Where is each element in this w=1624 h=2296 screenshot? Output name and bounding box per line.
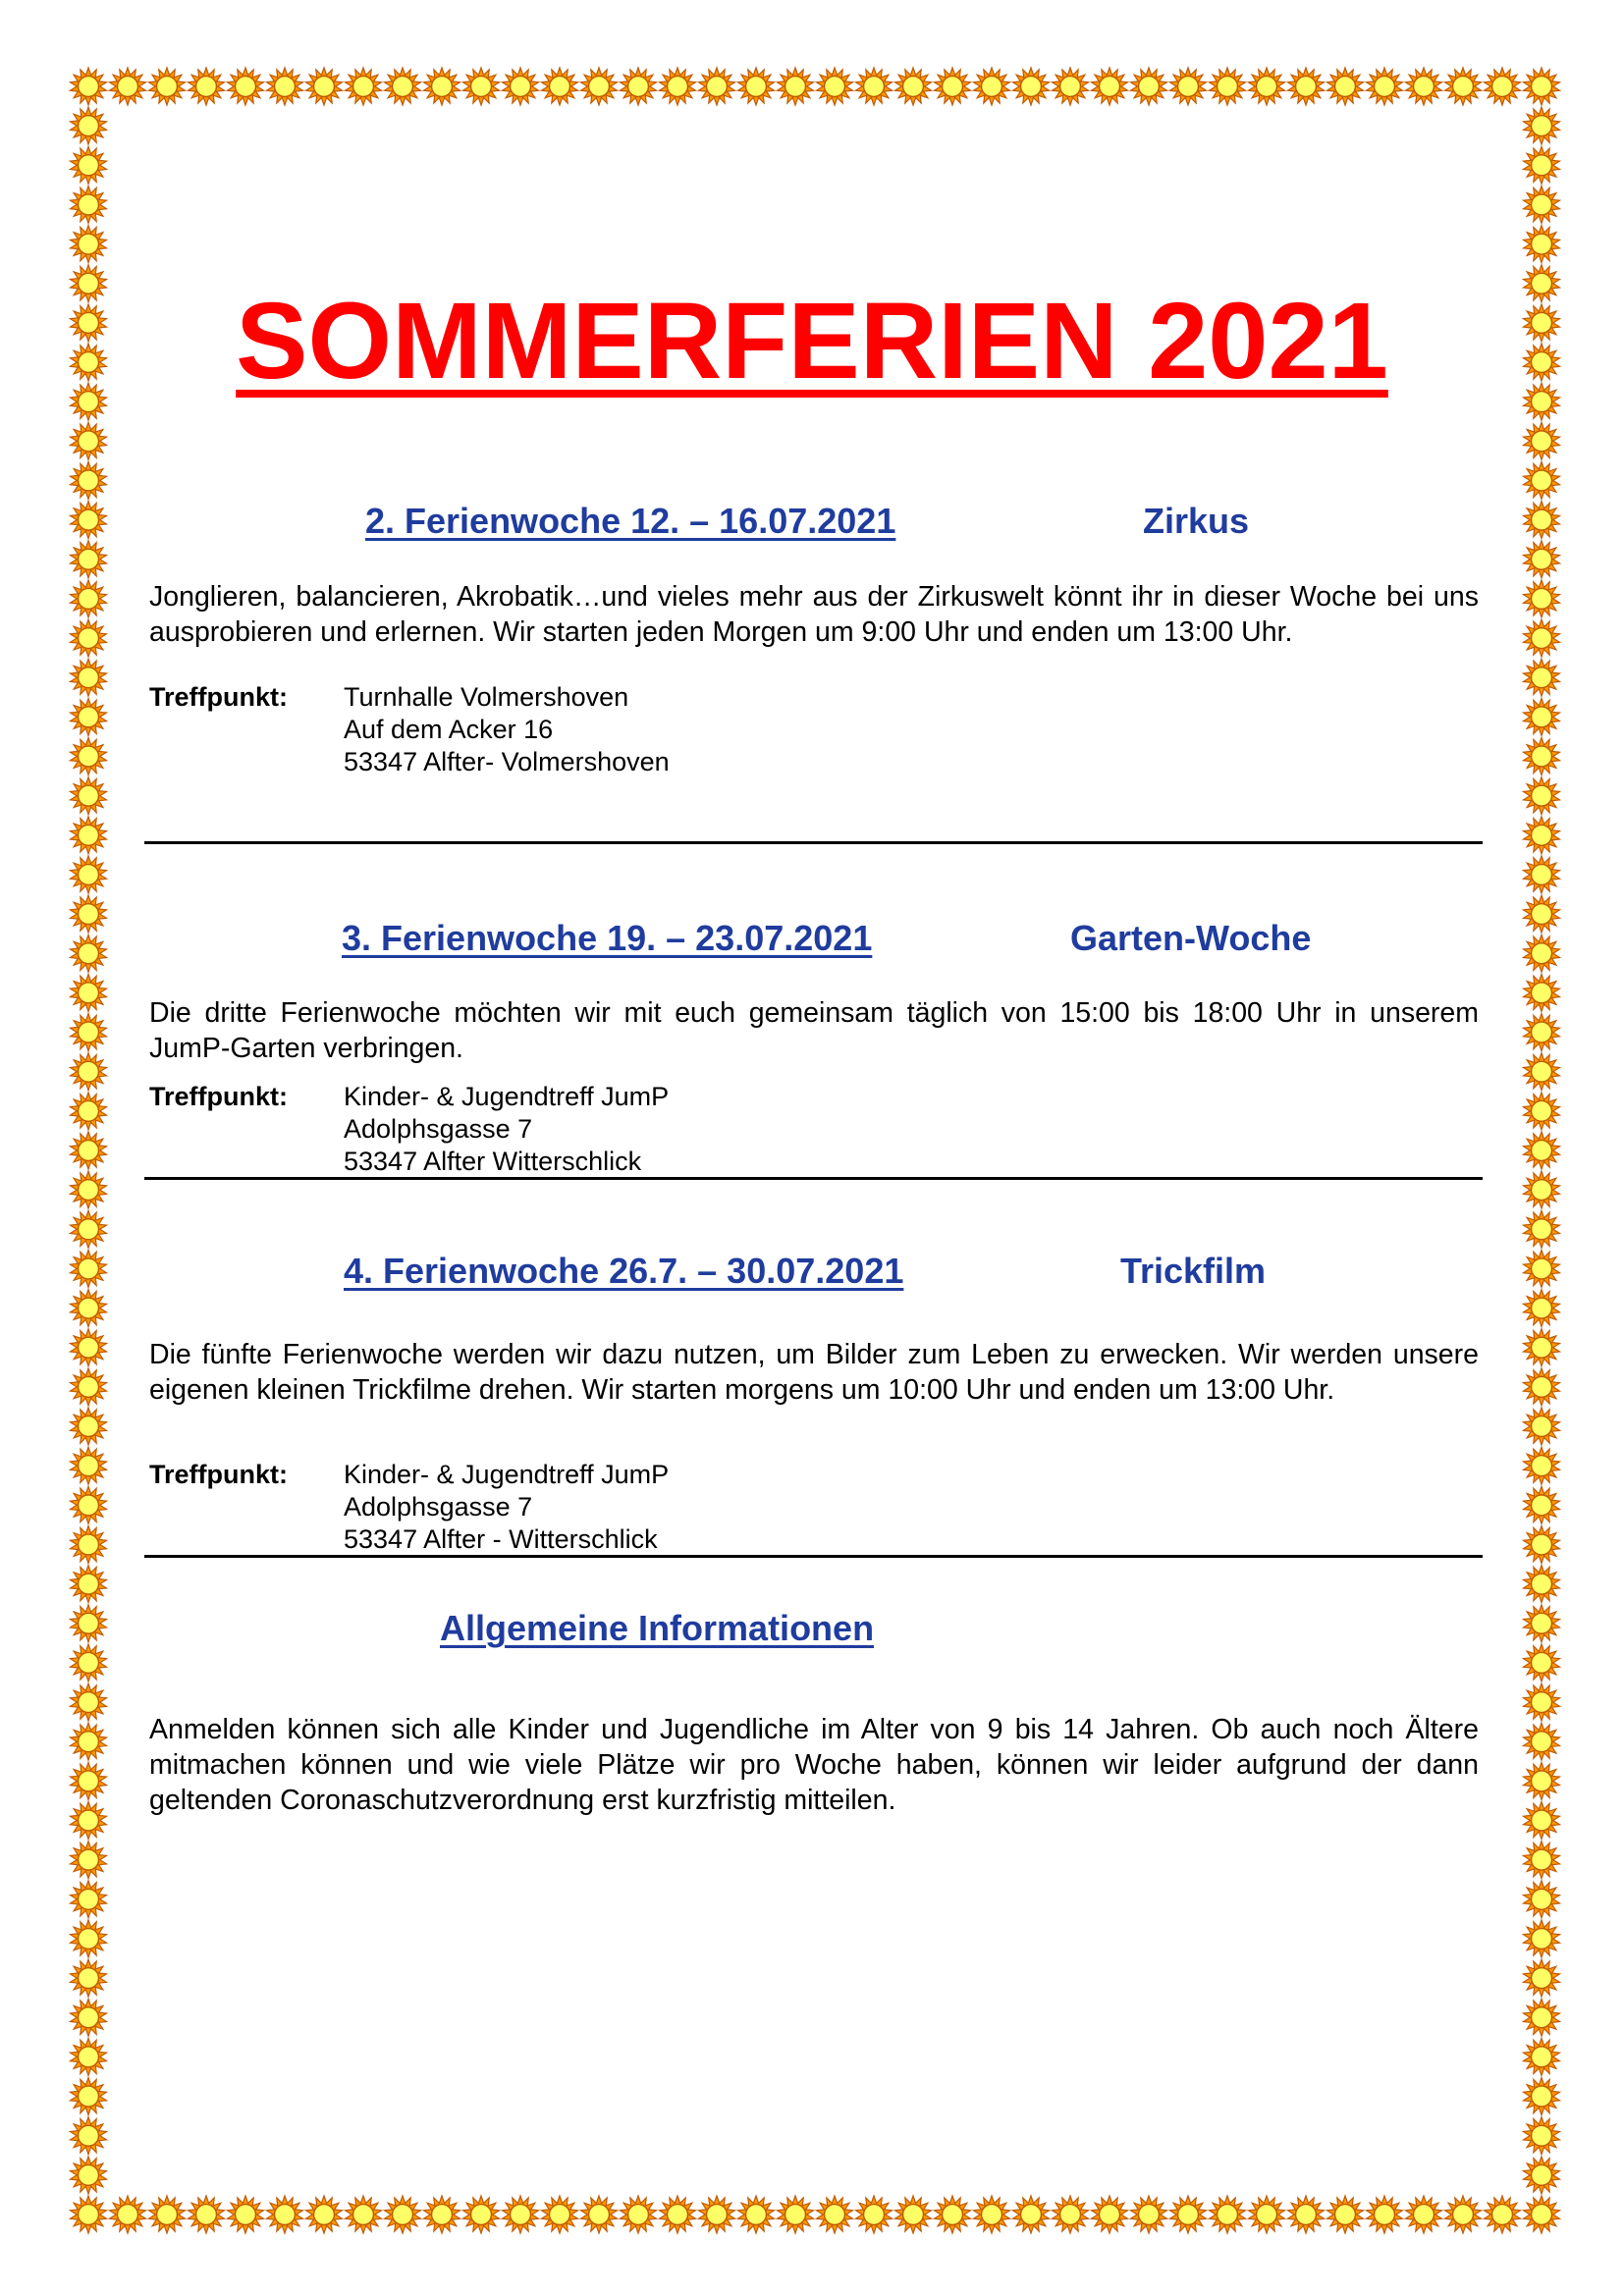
sun-icon: [1524, 1014, 1560, 1051]
sun-icon: [856, 68, 893, 105]
week-theme: Trickfilm: [1120, 1251, 1267, 1291]
page-title: SOMMERFERIEN 2021: [236, 281, 1388, 401]
sun-icon: [71, 462, 107, 500]
sun-icon: [424, 2196, 460, 2233]
sun-icon: [71, 226, 107, 263]
sun-icon: [71, 422, 107, 459]
sun-icon: [778, 68, 814, 105]
sun-icon: [660, 68, 696, 105]
sun-icon: [71, 1329, 107, 1366]
sun-icon: [306, 68, 343, 105]
sun-icon: [71, 1486, 107, 1523]
sun-icon: [1053, 2196, 1089, 2233]
sun-icon: [1131, 2196, 1167, 2233]
sun-icon: [71, 698, 107, 735]
sun-icon: [71, 1999, 107, 2036]
sun-icon: [71, 659, 107, 696]
sun-icon: [1524, 1802, 1560, 1840]
sun-icon: [71, 1566, 107, 1603]
sun-icon: [71, 1959, 107, 1997]
sun-icon: [1524, 580, 1560, 617]
sun-icon: [149, 68, 186, 105]
sun-icon: [1524, 817, 1560, 854]
sun-icon: [1524, 1093, 1560, 1130]
sun-icon: [1524, 422, 1560, 459]
sun-icon: [71, 1408, 107, 1445]
sun-icon: [1288, 68, 1325, 105]
week-description: Jonglieren, balancieren, Akrobatik…und vieles mehr aus der Zirkuswelt könnt ihr in dieser Woche bei uns ausprobieren und erlernen. Wir starten jeden Morgen um 9:00 Uhr und enden um 13:00 Uhr.: [149, 581, 1479, 648]
sun-icon: [267, 2196, 303, 2233]
meeting-point-label: Treffpunkt:: [149, 1460, 288, 1489]
sun-icon: [1524, 856, 1560, 893]
sun-icon: [1406, 68, 1442, 105]
sun-icon: [1524, 1486, 1560, 1523]
sun-icon: [71, 974, 107, 1011]
sun-icon: [895, 2196, 932, 2233]
sun-icon: [817, 2196, 853, 2233]
sun-icon: [1367, 2196, 1403, 2233]
sun-icon: [542, 68, 578, 105]
week-heading: [344, 1250, 903, 1293]
sun-icon: [1524, 2157, 1560, 2194]
sun-icon: [738, 2196, 775, 2233]
sun-icon: [1524, 1959, 1560, 1997]
sun-icon: [71, 1290, 107, 1327]
sun-icon: [1013, 2196, 1050, 2233]
sun-icon: [1524, 1683, 1560, 1721]
sun-icon: [738, 68, 775, 105]
sun-icon: [71, 1014, 107, 1051]
meeting-point-address: [344, 1459, 669, 1556]
sun-icon: [71, 1368, 107, 1406]
sun-icon: [71, 895, 107, 933]
address-line: 53347 Alfter Witterschlick: [344, 1147, 642, 1176]
address-line: Auf dem Acker 16: [344, 715, 554, 744]
sun-icon: [1092, 2196, 1128, 2233]
sun-icon: [346, 2196, 382, 2233]
sun-icon: [71, 934, 107, 972]
sun-icon: [1524, 502, 1560, 539]
sun-icon: [424, 68, 460, 105]
sun-icon: [71, 1250, 107, 1287]
sun-icon: [71, 580, 107, 617]
sun-icon: [621, 2196, 657, 2233]
sun-icon: [1445, 68, 1482, 105]
sun-icon: [71, 2157, 107, 2194]
sun-icon: [1524, 2038, 1560, 2075]
sun-icon: [1524, 462, 1560, 500]
divider: [144, 1177, 1483, 1180]
sun-icon: [71, 1605, 107, 1642]
general-info-heading-text: Allgemeine Informationen: [440, 1608, 875, 1648]
sun-icon: [1524, 934, 1560, 972]
week-theme: Zirkus: [1143, 501, 1250, 541]
meeting-point-label: Treffpunkt:: [149, 1082, 288, 1111]
sun-icon: [346, 68, 382, 105]
sun-icon: [71, 1210, 107, 1248]
sun-icon: [71, 1447, 107, 1484]
sun-icon: [110, 68, 146, 105]
sun-icon: [71, 68, 107, 105]
sun-icon: [149, 2196, 186, 2233]
meeting-point-label: Treffpunkt:: [149, 682, 288, 712]
sun-icon: [1249, 2196, 1285, 2233]
week-dates: 3. Ferienwoche 19. – 23.07.2021: [342, 918, 873, 958]
sun-icon: [1524, 895, 1560, 933]
sun-icon: [71, 186, 107, 223]
sun-icon: [1524, 738, 1560, 775]
sun-icon: [306, 2196, 343, 2233]
sun-icon: [1524, 1644, 1560, 1682]
sun-icon: [1524, 146, 1560, 184]
week-heading: [365, 500, 895, 543]
sun-icon: [503, 2196, 539, 2233]
sun-icon: [71, 1644, 107, 1682]
sun-icon: [1524, 1881, 1560, 1918]
general-info-heading: [440, 1607, 874, 1650]
sun-icon: [463, 68, 500, 105]
sun-icon: [1485, 68, 1521, 105]
sun-icon: [71, 1881, 107, 1918]
sun-icon: [1327, 68, 1364, 105]
sun-icon: [71, 817, 107, 854]
sun-icon: [1406, 2196, 1442, 2233]
sun-icon: [1367, 68, 1403, 105]
sun-icon: [1092, 68, 1128, 105]
sun-icon: [71, 146, 107, 184]
sun-icon: [1524, 1329, 1560, 1366]
sun-icon: [1524, 1566, 1560, 1603]
week-theme: Garten-Woche: [1070, 918, 1312, 958]
sun-icon: [1524, 1999, 1560, 2036]
sun-icon: [71, 1053, 107, 1091]
sun-icon: [71, 1920, 107, 1957]
sun-icon: [385, 2196, 421, 2233]
address-line: Adolphsgasse 7: [344, 1114, 533, 1144]
sun-icon: [621, 68, 657, 105]
sun-icon: [385, 68, 421, 105]
sun-icon: [1524, 1605, 1560, 1642]
week-dates: 4. Ferienwoche 26.7. – 30.07.2021: [344, 1251, 904, 1291]
sun-icon: [1170, 2196, 1207, 2233]
sun-icon: [1524, 619, 1560, 657]
sun-icon: [1524, 1920, 1560, 1957]
sun-icon: [1524, 1132, 1560, 1169]
sun-icon: [71, 541, 107, 578]
address-line: Turnhalle Volmershoven: [344, 682, 629, 712]
sun-icon: [71, 777, 107, 815]
sun-icon: [71, 2117, 107, 2155]
week-dates: 2. Ferienwoche 12. – 16.07.2021: [365, 501, 896, 541]
sun-icon: [1524, 1723, 1560, 1760]
sun-icon: [778, 2196, 814, 2233]
week-description: Die fünfte Ferienwoche werden wir dazu nutzen, um Bilder zum Leben zu erwecken. Wir werden unsere eigenen kleinen Trickfilme drehen. Wir starten morgens um 10:00 Uhr und enden um 13:00 Uhr.: [149, 1339, 1479, 1406]
sun-icon: [699, 68, 735, 105]
sun-icon: [935, 68, 971, 105]
sun-icon: [71, 2078, 107, 2115]
sun-icon: [542, 2196, 578, 2233]
sun-icon: [1524, 698, 1560, 735]
sun-icon: [1210, 68, 1246, 105]
general-info-text: Anmelden können sich alle Kinder und Jugendliche im Alter von 9 bis 14 Jahren. Ob auch noch Ältere mitmachen können und wie viele Plätze wir pro Woche haben, können wir leider aufgrund der dann geltenden Coronaschutzverordnung erst kurzfristig mitteilen.: [149, 1714, 1479, 1816]
address-line: Kinder- & Jugendtreff JumP: [344, 1082, 670, 1111]
sun-icon: [1524, 226, 1560, 263]
sun-icon: [71, 1171, 107, 1208]
address-line: 53347 Alfter- Volmershoven: [344, 747, 670, 776]
meeting-point-address: [344, 681, 670, 778]
sun-icon: [1524, 1171, 1560, 1208]
sun-icon: [71, 1762, 107, 1799]
sun-icon: [1524, 107, 1560, 144]
sun-icon: [699, 2196, 735, 2233]
sun-icon: [1524, 2117, 1560, 2155]
sun-icon: [856, 2196, 893, 2233]
address-line: 53347 Alfter - Witterschlick: [344, 1524, 658, 1554]
sun-icon: [1210, 2196, 1246, 2233]
sun-icon: [1013, 68, 1050, 105]
sun-icon: [1524, 1447, 1560, 1484]
divider: [144, 841, 1483, 844]
sun-icon: [1288, 2196, 1325, 2233]
sun-icon: [71, 502, 107, 539]
meeting-point-address: [344, 1081, 669, 1178]
sun-icon: [1249, 68, 1285, 105]
sun-icon: [71, 1842, 107, 1879]
sun-icon: [463, 2196, 500, 2233]
sun-icon: [1445, 2196, 1482, 2233]
sun-icon: [1327, 2196, 1364, 2233]
sun-icon: [1524, 1368, 1560, 1406]
sun-icon: [1524, 186, 1560, 223]
sun-icon: [1524, 2196, 1560, 2233]
sun-icon: [660, 2196, 696, 2233]
sun-icon: [110, 2196, 146, 2233]
sun-icon: [71, 2038, 107, 2075]
sun-icon: [71, 107, 107, 144]
sun-icon: [1131, 68, 1167, 105]
sun-icon: [974, 68, 1010, 105]
sun-icon: [1524, 1210, 1560, 1248]
sun-icon: [71, 856, 107, 893]
sun-icon: [1053, 68, 1089, 105]
sun-icon: [1524, 1250, 1560, 1287]
sun-icon: [1170, 68, 1207, 105]
sun-icon: [581, 68, 618, 105]
sun-icon: [228, 2196, 264, 2233]
sun-icon: [1524, 659, 1560, 696]
sun-icon: [71, 1526, 107, 1564]
sun-icon: [1524, 541, 1560, 578]
sun-icon: [1524, 1762, 1560, 1799]
sun-icon: [1524, 974, 1560, 1011]
sun-icon: [581, 2196, 618, 2233]
sun-icon: [189, 2196, 225, 2233]
sun-icon: [71, 1132, 107, 1169]
sun-icon: [1524, 2078, 1560, 2115]
week-description: Die dritte Ferienwoche möchten wir mit euch gemeinsam täglich von 15:00 bis 18:00 Uhr in unserem JumP-Garten verbringen.: [149, 997, 1479, 1064]
sun-icon: [1485, 2196, 1521, 2233]
sun-icon: [267, 68, 303, 105]
sun-icon: [1524, 1053, 1560, 1091]
sun-icon: [189, 68, 225, 105]
address-line: Kinder- & Jugendtreff JumP: [344, 1460, 670, 1489]
sun-icon: [1524, 1842, 1560, 1879]
sun-icon: [974, 2196, 1010, 2233]
sun-icon: [71, 1683, 107, 1721]
sun-icon: [895, 68, 932, 105]
sun-icon: [228, 68, 264, 105]
divider: [144, 1555, 1483, 1558]
sun-icon: [935, 2196, 971, 2233]
sun-icon: [1524, 68, 1560, 105]
sun-icon: [71, 738, 107, 775]
sun-icon: [1524, 1526, 1560, 1564]
sun-icon: [71, 1723, 107, 1760]
sun-icon: [1524, 1290, 1560, 1327]
sun-icon: [1524, 1408, 1560, 1445]
sun-icon: [71, 1093, 107, 1130]
sun-icon: [71, 2196, 107, 2233]
sun-icon: [817, 68, 853, 105]
sun-icon: [1524, 777, 1560, 815]
sun-icon: [71, 1802, 107, 1840]
address-line: Adolphsgasse 7: [344, 1492, 533, 1522]
sun-icon: [503, 68, 539, 105]
sun-icon: [71, 619, 107, 657]
week-heading: [342, 917, 872, 960]
